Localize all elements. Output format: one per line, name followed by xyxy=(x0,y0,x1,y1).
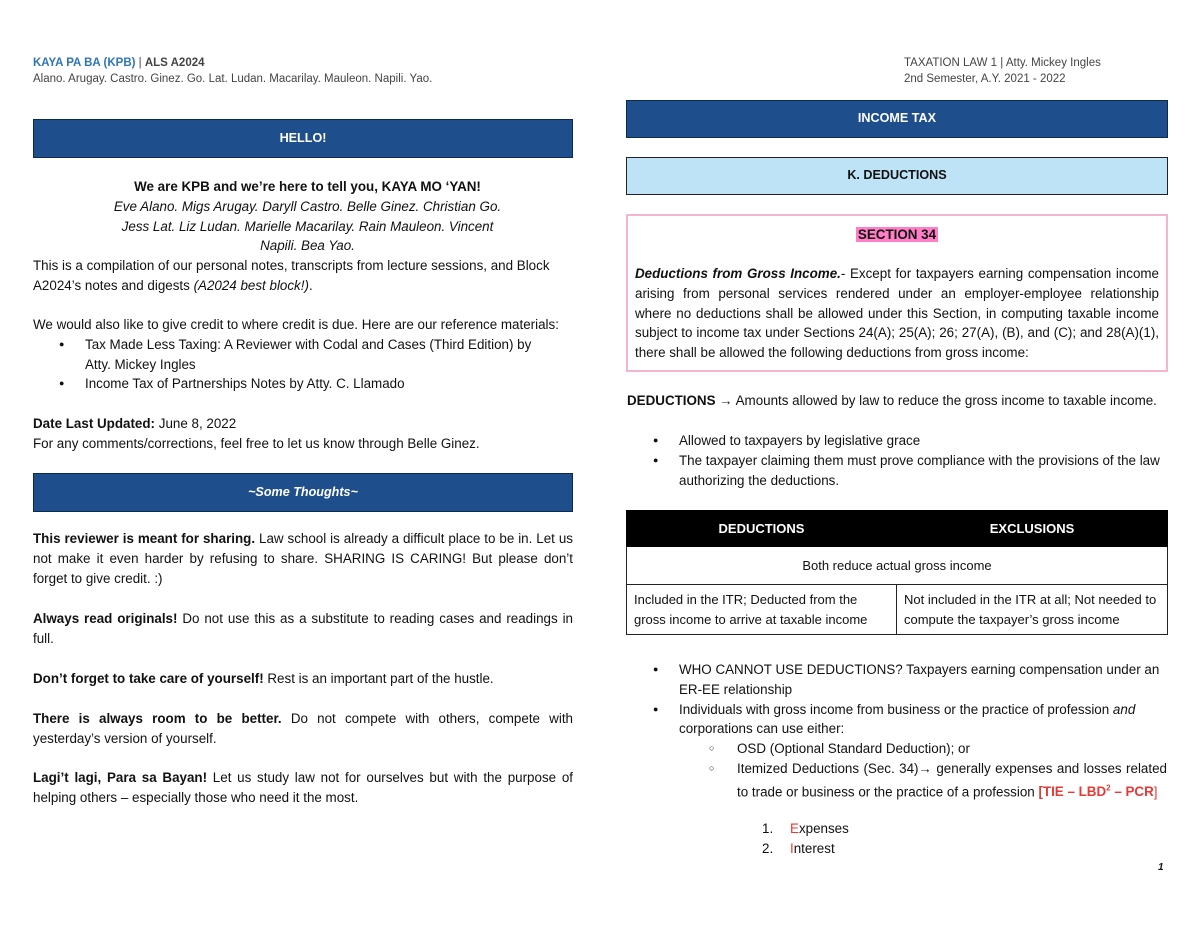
mnemonic-part: [TIE – LBD xyxy=(1038,784,1107,800)
mnemonic xyxy=(1038,784,1153,799)
thought-text: Do not compete with others, compete with yesterday’s version of yourself. xyxy=(33,711,573,746)
individuals-italic: and xyxy=(1112,701,1136,717)
course-name: TAXATION LAW 1 xyxy=(904,57,998,69)
thought-bold: There is always room to be better. xyxy=(33,711,282,726)
header-right xyxy=(904,55,1174,87)
numbered-item xyxy=(762,819,1062,839)
thought-5 xyxy=(33,768,573,808)
thought-bold: Don’t forget to take care of yourself! xyxy=(33,671,264,686)
table-common-row: Both reduce actual gross income xyxy=(627,547,1168,585)
brand-name: KAYA PA BA (KPB) xyxy=(33,57,136,69)
option-sublist xyxy=(682,739,1167,802)
hello-banner xyxy=(33,119,573,158)
compilation-end: . xyxy=(308,277,313,293)
definition-text: → Amounts allowed by law to reduce the gross income to taxable income. xyxy=(715,393,1157,408)
deductions-banner xyxy=(626,157,1168,195)
page-number: 1 xyxy=(1158,862,1164,873)
header-separator: | xyxy=(997,57,1006,69)
section-label-wrap xyxy=(628,225,1166,245)
mnemonic-part: – PCR xyxy=(1110,784,1154,800)
date-label: Date Last Updated: xyxy=(33,416,156,431)
professor-name: Atty. Mickey Ingles xyxy=(1005,57,1101,69)
mnemonic-bracket: ] xyxy=(1153,784,1158,800)
credit-text: We would also like to give credit to where credit is due. Here are our reference materials: xyxy=(33,317,559,332)
header-left xyxy=(33,55,593,87)
references-block xyxy=(33,315,578,394)
osd-item: ○ OSD (Optional Standard Deduction); or xyxy=(682,739,1167,759)
section-text: - Except for taxpayers earning compensation income arising from personal services rendered under an employer-employee relationship where no deductions shall be allowed under this Section, in computing taxable income subject to income tax under Sections 24(A); 25(A); 26; 27(A), (B), and (C); and 28(A)(1), there shall be allowed the following deductions from gross income: xyxy=(635,266,1159,361)
section-34-box xyxy=(626,214,1168,372)
thought-bold: Always read originals! xyxy=(33,611,178,626)
numbered-item xyxy=(762,839,1062,859)
itemized-text: Itemized Deductions (Sec. 34)→ generally expenses and losses related to trade or business or the practice of a profession xyxy=(737,760,1167,800)
thought-text: Law school is already a difficult place to be in. Let us not make it even harder by refusing to share. SHARING IS CARING! But please don’t forget to give credit. :) xyxy=(33,531,573,586)
definition-bullet: ● Allowed to taxpayers by legislative grace xyxy=(627,431,1167,451)
usage-bullets xyxy=(627,660,1167,739)
section-34-text xyxy=(635,264,1159,363)
table-cell-exclusions: Not included in the ITR at all; Not needed to compute the taxpayer’s gross income xyxy=(897,585,1168,635)
comparison-table xyxy=(626,510,1168,635)
thoughts-title: ~Some Thoughts~ xyxy=(248,484,358,499)
item-number: 2. xyxy=(762,840,774,856)
semester-line: 2nd Semester, A.Y. 2021 - 2022 xyxy=(904,73,1066,85)
definition-bullet: ● The taxpayer claiming them must prove compliance with the provisions of the law authorizing the deductions. xyxy=(627,451,1167,491)
course-line xyxy=(904,55,1174,71)
compilation-text: This is a compilation of our personal notes, transcripts from lecture sessions, and Block A2024’s notes and digests xyxy=(33,258,550,293)
numbered-list xyxy=(762,819,1062,859)
thought-3 xyxy=(33,669,573,689)
item-rest: nterest xyxy=(793,840,835,856)
income-tax-title: INCOME TAX xyxy=(857,111,937,126)
reference-item xyxy=(33,335,563,375)
comparison-table-wrap xyxy=(626,510,1168,635)
deductions-definition xyxy=(627,391,1167,411)
thought-4 xyxy=(33,709,573,749)
individuals-text: Individuals with gross income from business or the practice of profession xyxy=(679,701,1113,717)
individuals-bullet xyxy=(627,700,1167,740)
section-bold: Deductions from Gross Income. xyxy=(635,266,841,281)
intro-block xyxy=(110,177,505,256)
reference-item: ● Income Tax of Partnerships Notes by Atty. C. Llamado xyxy=(33,374,563,394)
thought-bold: This reviewer is meant for sharing. xyxy=(33,531,256,546)
compilation-paragraph xyxy=(33,256,578,296)
intro-names: Eve Alano. Migs Arugay. Daryll Castro. Belle Ginez. Christian Go. Jess Lat. Liz Ludan. Marielle Macarilay. Rain Mauleon. Vincent Napili. Bea Yao. xyxy=(113,198,502,254)
table-cell-deductions: Included in the ITR; Deducted from the gross income to arrive at taxable income xyxy=(627,585,897,635)
date-line xyxy=(33,414,578,434)
thought-1 xyxy=(33,529,573,588)
itemized-item xyxy=(682,759,1167,802)
mnemonic-superscript: 2 xyxy=(1106,783,1111,793)
definition-term: DEDUCTIONS xyxy=(627,393,716,408)
date-value: June 8, 2022 xyxy=(155,416,237,431)
individuals-text-end: corporations can use either: xyxy=(679,721,845,737)
authors-line: Alano. Arugay. Castro. Ginez. Go. Lat. Ludan. Macarilay. Mauleon. Napili. Yao. xyxy=(33,73,433,85)
item-number: 1. xyxy=(762,821,774,836)
table-header-exclusions: EXCLUSIONS xyxy=(897,511,1168,547)
thought-text: Rest is an important part of the hustle. xyxy=(263,671,494,686)
reference-text: Tax Made Less Taxing: A Reviewer with Codal and Cases (Third Edition) by Atty. Mickey Ingles xyxy=(85,336,532,372)
income-tax-banner xyxy=(626,100,1168,138)
definition-bullets xyxy=(627,431,1167,490)
section-label: SECTION 34 xyxy=(857,227,937,242)
date-block xyxy=(33,414,578,454)
table-header-deductions: DEDUCTIONS xyxy=(627,511,897,547)
header-separator: | xyxy=(135,57,145,69)
header-title xyxy=(33,55,593,71)
deductions-title: K. DEDUCTIONS xyxy=(847,168,947,183)
who-cannot-bullet: ● WHO CANNOT USE DEDUCTIONS? Taxpayers earning compensation under an ER-EE relationship xyxy=(627,660,1167,700)
comments-line: For any comments/corrections, feel free to let us know through Belle Ginez. xyxy=(33,435,480,451)
class-code: ALS A2024 xyxy=(144,57,205,69)
references-list xyxy=(33,335,563,394)
thought-bold: Lagi’t lagi, Para sa Bayan! xyxy=(33,770,208,785)
hello-title: HELLO! xyxy=(279,130,327,145)
thought-text: Do not use this as a substitute to reading cases and readings in full. xyxy=(33,611,573,646)
item-initial: E xyxy=(790,821,799,836)
item-initial: I xyxy=(790,840,794,856)
item-rest: xpenses xyxy=(798,821,849,836)
compilation-italic: (A2024 best block!) xyxy=(193,277,309,293)
thought-text: Let us study law not for ourselves but with the purpose of helping others – especially those who need it the most. xyxy=(33,770,573,805)
thought-2 xyxy=(33,609,573,649)
intro-tagline: We are KPB and we’re here to tell you, KAYA MO ‘YAN! xyxy=(134,179,481,194)
thoughts-banner xyxy=(33,473,573,512)
